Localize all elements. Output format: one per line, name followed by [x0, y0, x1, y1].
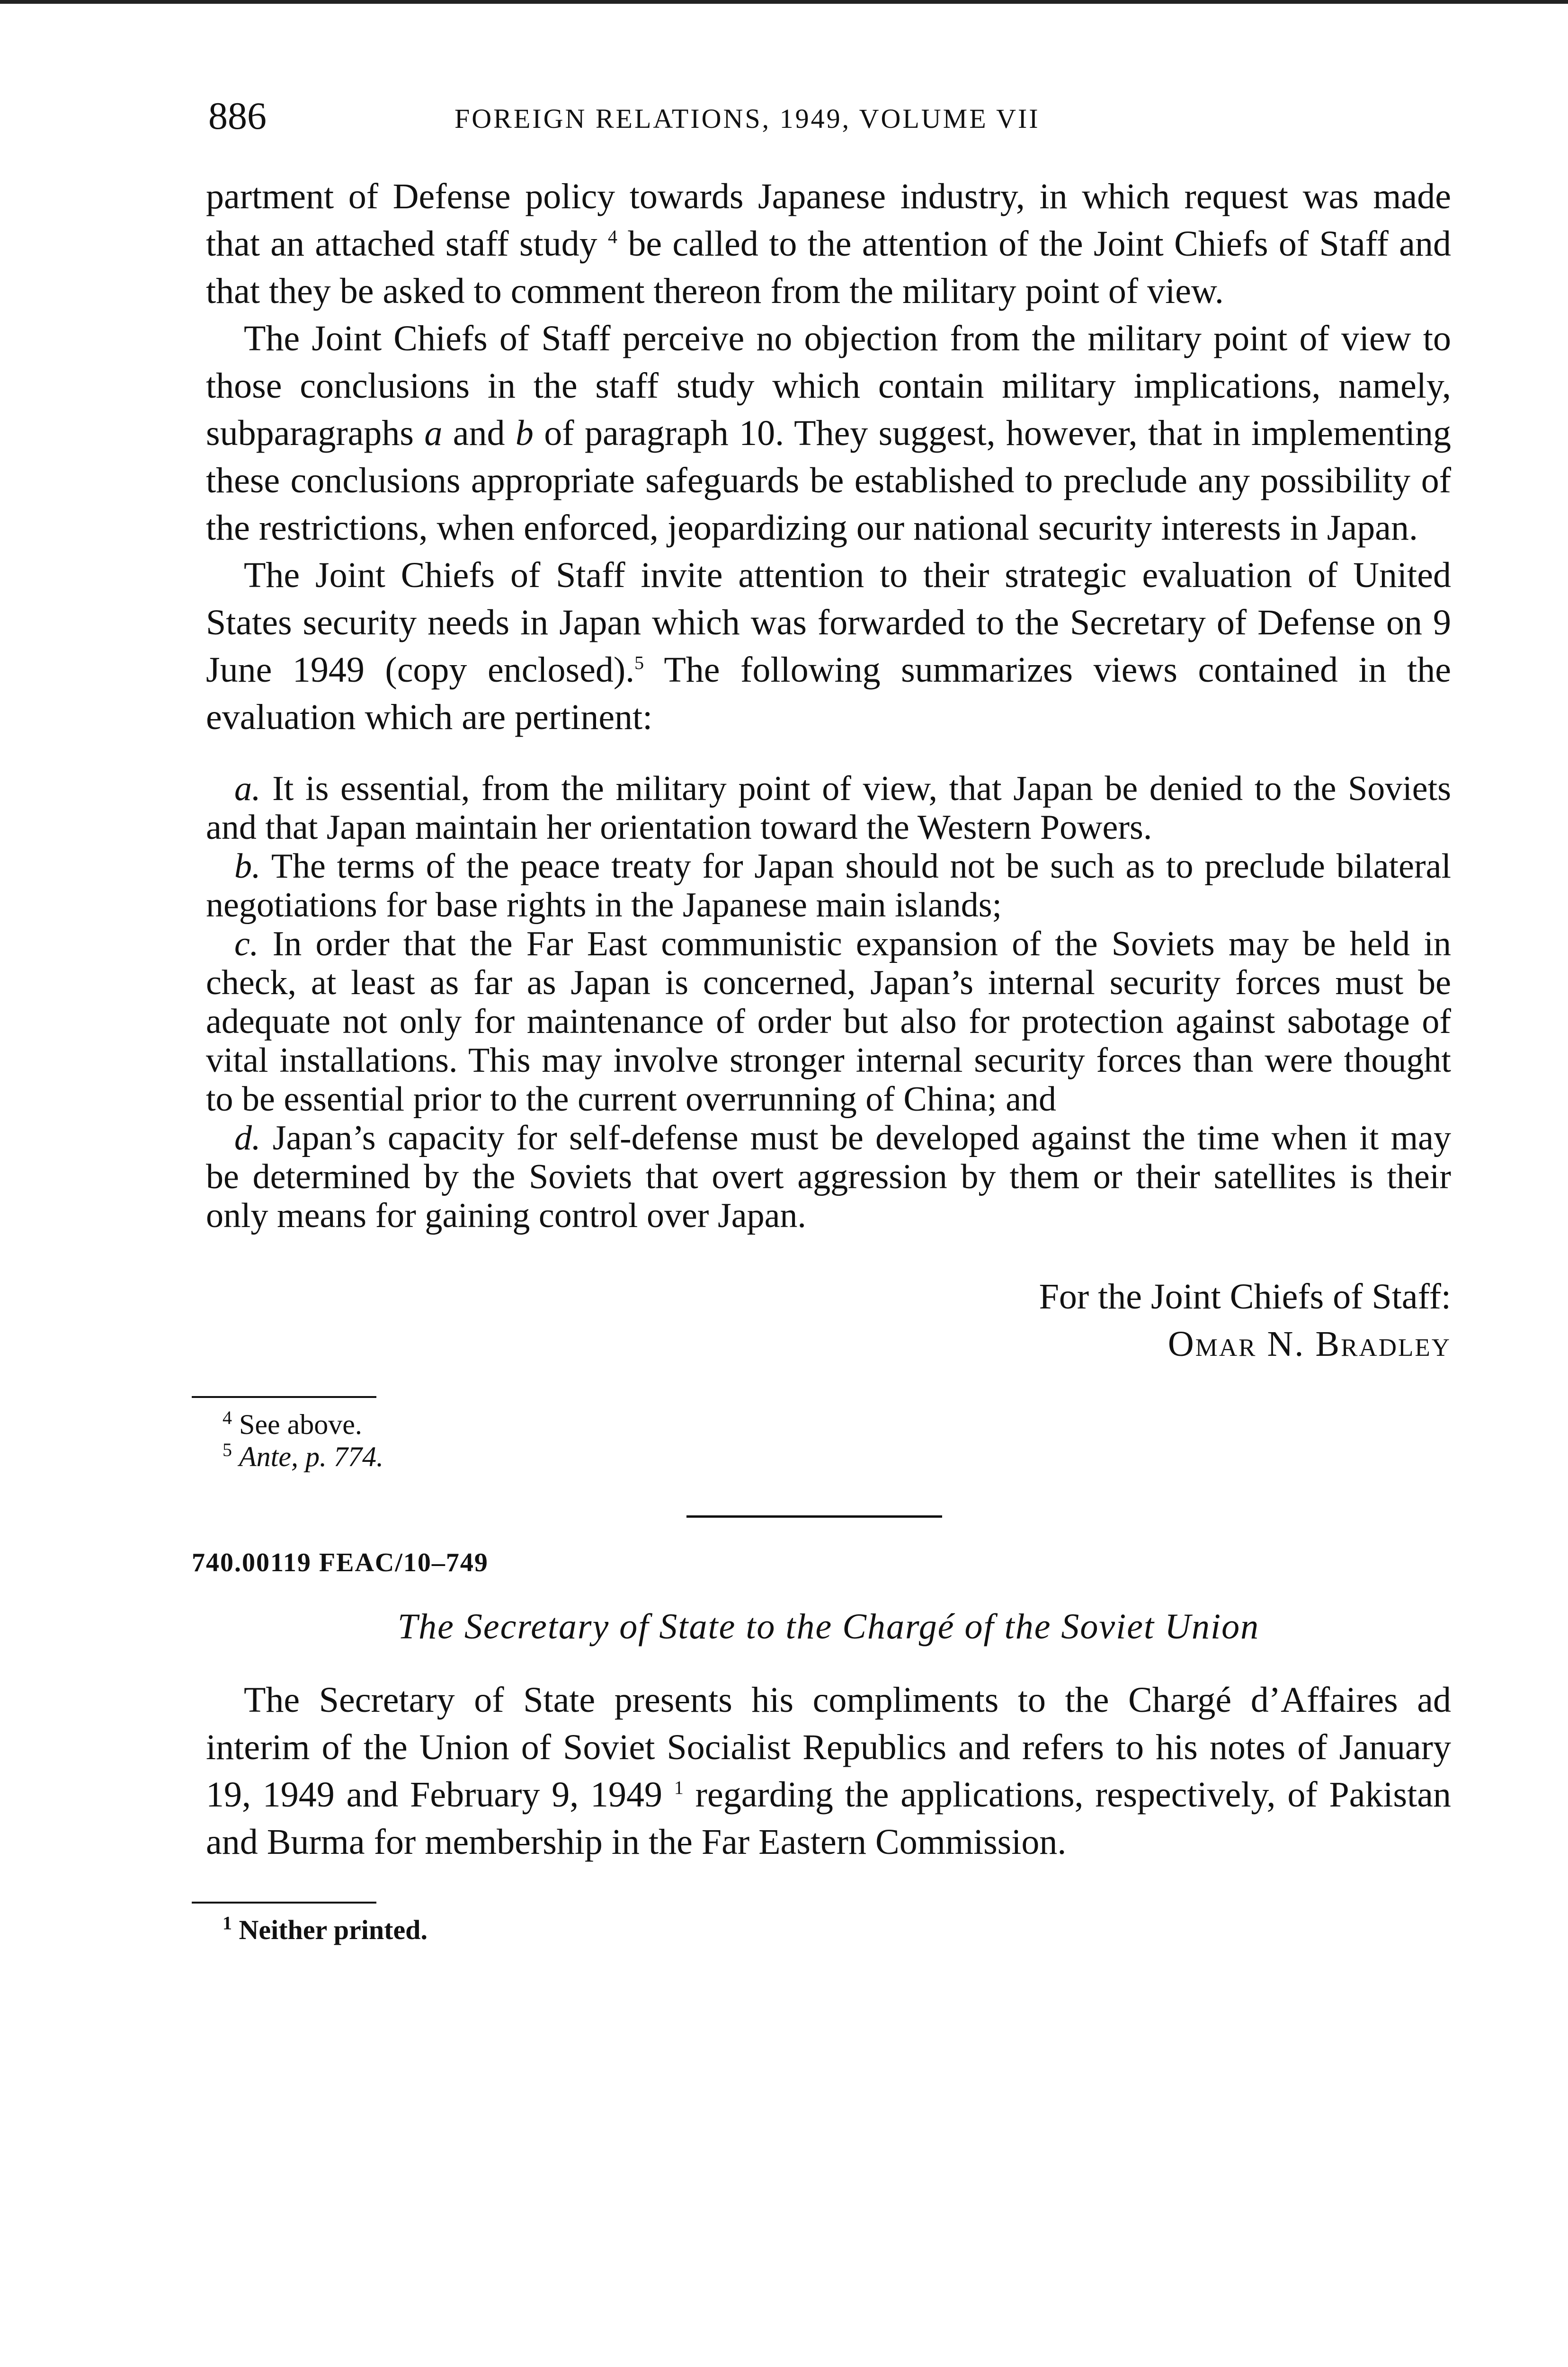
footnote-divider-2: [192, 1902, 376, 1904]
paragraph-2-and: and: [453, 413, 505, 453]
paragraph-2-text: The Joint Chiefs of Staff perceive no objection from the military point of view to those conclusions in the staff study which contain military implications, namely, subparagraphs: [206, 319, 1451, 453]
document-paragraph-text: The Secretary of State presents his compliments to the Chargé d’Affaires ad interim of the Union of Soviet Socialist Republics and refers to his notes of January 19, 1949 and February 9, 1949: [206, 1680, 1451, 1815]
summary-list: [206, 769, 1451, 1235]
list-item: [206, 925, 1451, 1119]
document-paragraph: [206, 1676, 1451, 1866]
footnote-text: Neither printed.: [239, 1914, 428, 1945]
page-header: [208, 90, 1453, 142]
signature-block: [206, 1273, 1451, 1368]
list-item-letter: b.: [234, 847, 261, 886]
page-body: [192, 173, 1452, 1946]
page-number: 886: [208, 94, 267, 137]
section-divider: [686, 1515, 942, 1518]
document-title: The Secretary of State to the Chargé of the Soviet Union: [397, 1607, 1260, 1646]
top-border: [0, 0, 1568, 4]
footnote-text: Ante, p. 774.: [239, 1441, 383, 1472]
list-item-text: In order that the Far East communistic expansion of the Soviets may be held in check, at least as far as Japan is concerned, Japan’s internal security forces must be adequate not only for maintenance of order but also for protection against sabotage of vital installations. This may involve stronger internal security forces than were thought to be essential prior to the current overrunning of China; and: [206, 925, 1451, 1119]
document-paragraph-rest: regarding the applications, respectively, of Pakistan and Burma for membership in the Far Eastern Commission.: [206, 1775, 1451, 1862]
subparagraph-a-ref: a: [424, 413, 443, 453]
list-item: [206, 847, 1451, 925]
paragraph-1-rest: be called to the attention of the Joint Chiefs of Staff and that they be asked to comment thereon from the military point of view.: [206, 224, 1452, 311]
footnote-ref-1: 1: [674, 1777, 684, 1798]
footnote-4: [223, 1408, 1451, 1441]
list-item-letter: a.: [234, 769, 261, 808]
list-item-letter: c.: [234, 925, 259, 963]
list-item: [206, 1119, 1451, 1235]
footnote-1: [223, 1914, 1451, 1946]
footnote-number: 5: [223, 1439, 232, 1460]
footnote-number: 1: [223, 1912, 232, 1934]
signature-line: For the Joint Chiefs of Staff:: [1039, 1277, 1451, 1317]
footnotes: [223, 1408, 1451, 1473]
subparagraph-b-ref: b: [515, 413, 534, 453]
footnote-ref-5: 5: [634, 652, 644, 674]
footnote-text: See above.: [239, 1409, 362, 1440]
list-item-text: Japan’s capacity for self-defense must be developed against the time when it may be determined by the Soviets that overt aggression by them or their satellites is their only means for gaining control over Japan.: [206, 1119, 1451, 1235]
file-code: 740.00119 FEAC/10–749: [192, 1548, 489, 1577]
paragraph-3: [206, 552, 1451, 741]
list-item: [206, 769, 1451, 847]
footnote-5: [223, 1441, 1451, 1473]
footnote-divider: [192, 1396, 376, 1398]
paragraph-3-rest: The following summarizes views contained in the evaluation which are pertinent:: [206, 650, 1451, 737]
signatory-name: Omar N. Bradley: [1167, 1324, 1451, 1364]
paragraph-2: [206, 315, 1451, 552]
paragraph-2-rest: of paragraph 10. They suggest, however, that in implementing these conclusions appropriate safeguards be established to preclude any possibility of the restrictions, when enforced, jeopardizing our national security interests in Japan.: [206, 413, 1452, 548]
list-item-text: The terms of the peace treaty for Japan should not be such as to preclude bilateral negotiations for base rights in the Japanese main islands;: [206, 847, 1452, 925]
list-item-text: It is essential, from the military point of view, that Japan be denied to the Soviets and that Japan maintain her orientation toward the Western Powers.: [206, 769, 1451, 847]
paragraph-3-text: The Joint Chiefs of Staff invite attention to their strategic evaluation of United States security needs in Japan which was forwarded to the Secretary of Defense on 9 June 1949 (copy enclosed).: [206, 555, 1451, 690]
list-item-letter: d.: [234, 1119, 261, 1157]
running-head: FOREIGN RELATIONS, 1949, VOLUME VII: [454, 103, 1040, 134]
footnote-ref-4: 4: [607, 226, 617, 248]
footnote-number: 4: [223, 1407, 232, 1428]
paragraph-1-text: partment of Defense policy towards Japanese industry, in which request was made that an attached staff study: [206, 177, 1451, 264]
paragraph-1: [206, 173, 1451, 315]
